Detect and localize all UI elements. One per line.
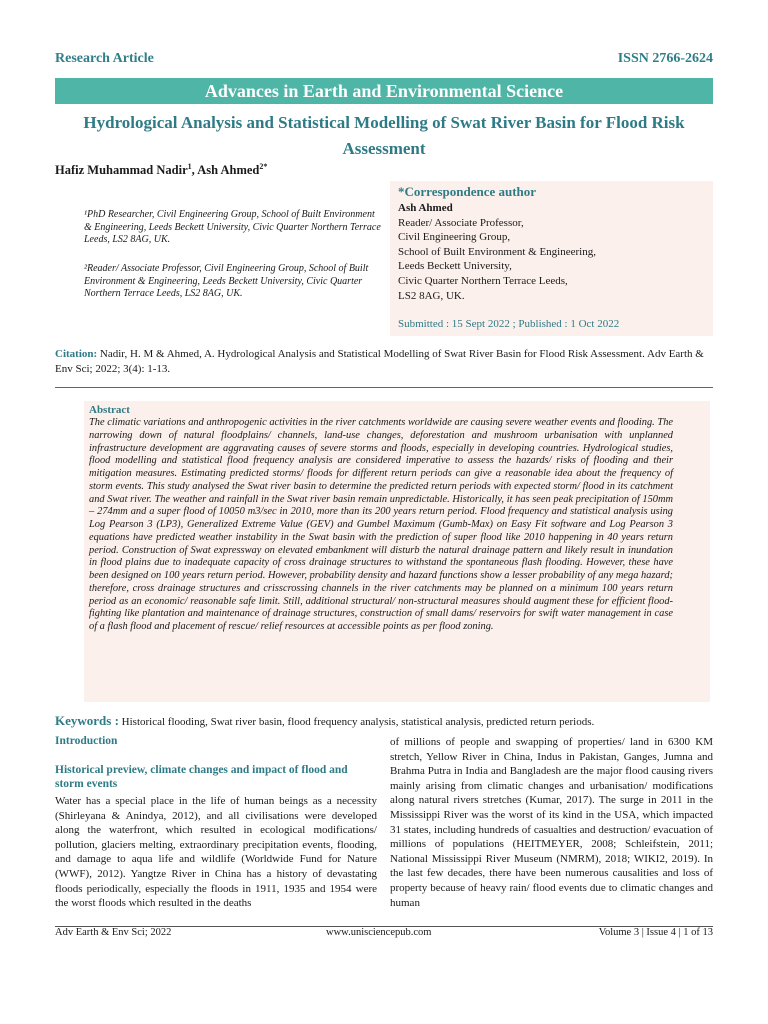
author-2: Ash Ahmed [197, 163, 260, 178]
keywords-label: Keywords : [55, 713, 119, 728]
article-type-label: Research Article [55, 51, 154, 66]
keywords [55, 713, 713, 729]
author-separator: , [191, 163, 198, 178]
body-text-right-column: of millions of people and swapping of properties/ land in 6300 KM stretch, Yellow River in China, Indus in Pakistan, Ganges, Jumna and Brahma Putra in India and Bangladesh are the major flood causing rivers mainly arising from climatic changes and urbanisation/ modifications along natural rivers stretches (Kumar, 2017). The surge in 2011 in the Mississippi River was the worst of its kind in the USA, which impacted 31 states, including hundreds of casualties and destruction/ evacuation of millions of populations (HEITMEYER, 2008; Schleifstein, 2011; National Mississippi River Museum (NMRM), 2018; WIKI2, 2019). In the last few decades, there have been numerous causalities and loss of property because of heavy rain/ flood events due to climatic changes and human [390, 736, 713, 909]
section-heading-introduction: Introduction [55, 735, 118, 747]
author-1-sup: 1 [187, 162, 192, 171]
author-2-sup: 2* [259, 162, 268, 171]
affiliation-1: ¹PhD Researcher, Civil Engineering Group, School of Built Environment & Engineering, Leeds Beckett University, Civic Quarter Northern Terrace Leeds, LS2 8AG, UK. [84, 209, 381, 246]
correspondence-line: Reader/ Associate Professor, [398, 216, 524, 229]
divider [55, 387, 713, 388]
abstract-title: Abstract [89, 404, 130, 416]
citation-label: Citation: [55, 348, 98, 360]
correspondence-line: LS2 8AG, UK. [398, 289, 465, 302]
body-text-left-column: Water has a special place in the life of human beings as a necessity (Shirleyana & Anindya, 2012), and all civilisations were developed along the waterfront, which resulted in ecological modifications/ pollution, glaciers melting, extraordinary precipitation events, flooding, and damage to aqua life and wildlife (Worldwide Fund for Nature (WWF), 2012). Yangtze River in China has a history of devastating floods periodically, especially the floods in 1911, 1935 and 1954 were the worst floods which resulted in the deaths [55, 795, 377, 910]
correspondence-line: Leeds Beckett University, [398, 260, 512, 273]
abstract-text: The climatic variations and anthropogenic activities in the river catchments worldwide are causing severe weather events and flooding. The narrowing down of natural floodplains/ channels, land-use changes, deforestation and mushroom urbanisation with unplanned infrastructure development are aggravating causes of severe storms and floods, especially in developing countries. Hydrological studies, flood modelling and statistical flood frequency analysis are considered imperative to assess the hazards/ risks of flooding and their mitigation measures. Estimating predicted storms/ floods for different return periods can give a reasonable idea about the frequency of storm events. This study analysed the Swat river basin to determine the predicted return periods with expected storm/ flood in its catchment and Swat river. The weather and rainfall in the Swat river basin remain unpredictable. Historically, it has seen peak precipitation of 150mm – 274mm and a super flood of 10050 m3/sec in 2010, more than its 200 years return period. Flood frequency and statistical analysis using Log Pearson 3 (LP3), Generalized Extreme Value (GEV) and Gumbel Maximum (Gumb-Max) on Easy Fit software and Log Pearson 3 equations have predicted weather instability in the Swat basin with the prediction of super flood like 2010 happening in 40 years return period. Construction of Swat expressway on elevated embankment will disturb the natural drainage pattern and likely result in inundation in flood plains due to inadequate capacity of cross drainage structures to withstand the spontaneous flash flooding. However, these have been designed on 100 years return period. However, probability density and hazard functions show a lesser probability of any mega hazard; therefore, cross drainage structures and crisscrossing channels in the river catchments may be planned on a minimum 100 years return period as an economic/ reasonable safe limit. Still, additional structural/ non-structural measures should augment these for efficient flood-fighting like plantation and maintenance of drainage structures, construction of small dams/ reservoirs for swift water management in case of a flash flood and placement of rescue/ relief resources at accessible points as per flood zoning. [89, 417, 673, 632]
affiliation-2: ²Reader/ Associate Professor, Civil Engineering Group, School of Built Environment & Engineering, Leeds Beckett University, Civic Quarter Northern Terrace Leeds, LS2 8AG, UK. [84, 263, 369, 300]
correspondence-line: Civic Quarter Northern Terrace Leeds, [398, 274, 568, 287]
correspondence-details [398, 201, 596, 303]
issn-label: ISSN 2766-2624 [617, 51, 713, 66]
keywords-text: Historical flooding, Swat river basin, flood frequency analysis, statistical analysis, predicted return periods. [118, 716, 595, 728]
footer-page-info: Volume 3 | Issue 4 | 1 of 13 [598, 927, 713, 938]
citation [55, 347, 713, 376]
author-1: Hafiz Muhammad Nadir [55, 163, 188, 178]
journal-banner: Advances in Earth and Environmental Science [55, 78, 713, 104]
correspondence-name: Ash Ahmed [398, 202, 453, 214]
correspondence-line: School of Built Environment & Engineering, [398, 245, 596, 258]
footer-journal-ref: Adv Earth & Env Sci; 2022 [55, 927, 172, 938]
paper-title: Hydrological Analysis and Statistical Modelling of Swat River Basin for Flood Risk Assessment [83, 113, 685, 158]
correspondence-title: *Correspondence author [398, 184, 537, 199]
footer-website: www.unisciencepub.com [326, 927, 432, 938]
author-list [55, 162, 267, 178]
subsection-heading: Historical preview, climate changes and impact of flood and storm events [55, 764, 348, 790]
submission-dates: Submitted : 15 Sept 2022 ; Published : 1 Oct 2022 [398, 318, 620, 330]
correspondence-line: Civil Engineering Group, [398, 231, 511, 244]
citation-text: Nadir, H. M & Ahmed, A. Hydrological Analysis and Statistical Modelling of Swat River Basin for Flood Risk Assessment. Adv Earth & Env Sci; 2022; 3(4): 1-13. [55, 348, 704, 375]
